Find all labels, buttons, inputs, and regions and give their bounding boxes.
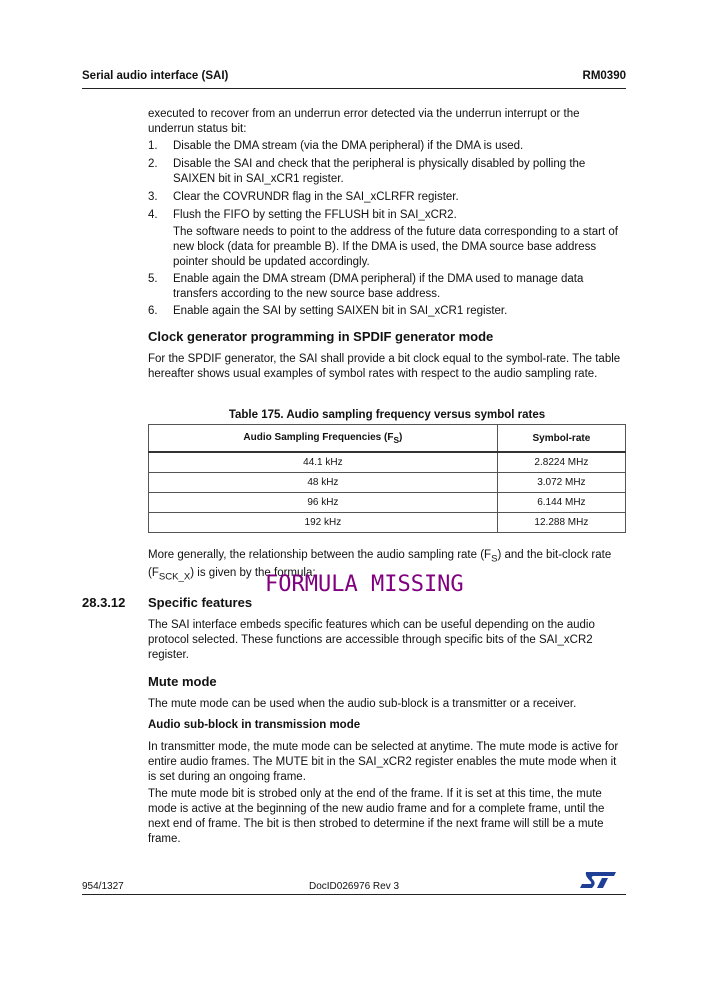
- table-header-row: [149, 425, 626, 453]
- table-cell-frequency: 192 kHz: [149, 513, 498, 533]
- table-cell-frequency: 44.1 kHz: [149, 452, 498, 473]
- step-2-text: Disable the SAI and check that the peripheral is physically disabled by polling the SAIXEN bit in SAI_xCR1 register.: [173, 158, 586, 185]
- table-cell-frequency: 48 kHz: [149, 473, 498, 493]
- header-title: Serial audio interface (SAI): [82, 70, 229, 82]
- table-cell-symbol-rate: 2.8224 MHz: [497, 452, 625, 473]
- footer-rule: [82, 894, 626, 895]
- formula-missing-placeholder: FORMULA MISSING: [265, 572, 464, 597]
- step-3-number: 3.: [148, 191, 158, 203]
- transmission-mode-heading: Audio sub-block in transmission mode: [148, 719, 361, 731]
- sampling-rate-table: [148, 424, 626, 533]
- mute-mode-heading: Mute mode: [148, 674, 217, 689]
- step-6-number: 6.: [148, 305, 158, 317]
- header-doc-id: RM0390: [582, 70, 626, 82]
- step-6-text: Enable again the SAI by setting SAIXEN bit in SAI_xCR1 register.: [173, 305, 508, 317]
- table-header-symbol-rate: Symbol-rate: [497, 425, 625, 453]
- st-logo-icon: [578, 870, 618, 890]
- general-relationship-paragraph: More generally, the relationship between the audio sampling rate $(F_S)$ and the bit-clock rate $(F_{SCK\_X})$ is given by the formula:: [148, 549, 612, 583]
- table-row: [149, 513, 626, 533]
- step-5-number: 5.: [148, 273, 158, 285]
- specific-features-paragraph: The SAI interface embeds specific features which can be useful depending on the audio protocol selected. These functions are accessible through specific bits of the SAI_xCR2 register.: [148, 619, 595, 661]
- table-row: [149, 493, 626, 513]
- header-rule: [82, 88, 626, 89]
- table-row: [149, 473, 626, 493]
- table-cell-symbol-rate: 6.144 MHz: [497, 493, 625, 513]
- section-number: 28.3.12: [82, 595, 126, 610]
- transmission-paragraph-1: In transmitter mode, the mute mode can be selected at anytime. The mute mode is active for entire audio frames. The MUTE bit in the SAI_xCR2 register enables the mute mode when it is set during an ongoing frame.: [148, 741, 619, 783]
- table-cell-symbol-rate: 3.072 MHz: [497, 473, 625, 493]
- table-header-sampling-frequency: Audio Sampling Frequencies $(F_S)$: [149, 425, 498, 453]
- clock-paragraph: For the SPDIF generator, the SAI shall provide a bit clock equal to the symbol-rate. The table hereafter shows usual examples of symbol rates with respect to the audio sampling rate.: [148, 353, 621, 380]
- table-cell-frequency: 96 kHz: [149, 493, 498, 513]
- step-4-number: 4.: [148, 209, 158, 221]
- table-row: [149, 452, 626, 473]
- step-4-note: The software needs to point to the address of the future data corresponding to a start of new block (data for preamble B). If the DMA is used, the DMA source base address pointer should be updated accordingly.: [173, 226, 618, 268]
- section-title: Specific features: [148, 595, 253, 610]
- step-4-text: Flush the FIFO by setting the FFLUSH bit in SAI_xCR2.: [173, 209, 457, 221]
- step-1-text: Disable the DMA stream (via the DMA peripheral) if the DMA is used.: [173, 140, 524, 152]
- page-number: 954/1327: [82, 881, 124, 892]
- table-cell-symbol-rate: 12.288 MHz: [497, 513, 625, 533]
- intro-paragraph: executed to recover from an underrun error detected via the underrun interrupt or the underrun status bit:: [148, 108, 580, 135]
- table-caption: Table 175. Audio sampling frequency versus symbol rates: [228, 409, 546, 421]
- step-1-number: 1.: [148, 140, 158, 152]
- mute-mode-paragraph: The mute mode can be used when the audio sub-block is a transmitter or a receiver.: [148, 698, 577, 710]
- step-2-number: 2.: [148, 158, 158, 170]
- clock-heading: Clock generator programming in SPDIF generator mode: [148, 329, 494, 344]
- footer-doc-id: DocID026976 Rev 3: [309, 881, 400, 892]
- step-3-text: Clear the COVRUNDR flag in the SAI_xCLRFR register.: [173, 191, 459, 203]
- step-5-text: Enable again the DMA stream (DMA peripheral) if the DMA used to manage data transfers according to the new source base address.: [173, 273, 584, 300]
- transmission-paragraph-2: The mute mode bit is strobed only at the end of the frame. If it is set at this time, the mute mode is active at the beginning of the new audio frame and for a complete frame, until the next end of frame. The bit is then strobed to determine if the next frame will still be a mute frame.: [148, 788, 605, 845]
